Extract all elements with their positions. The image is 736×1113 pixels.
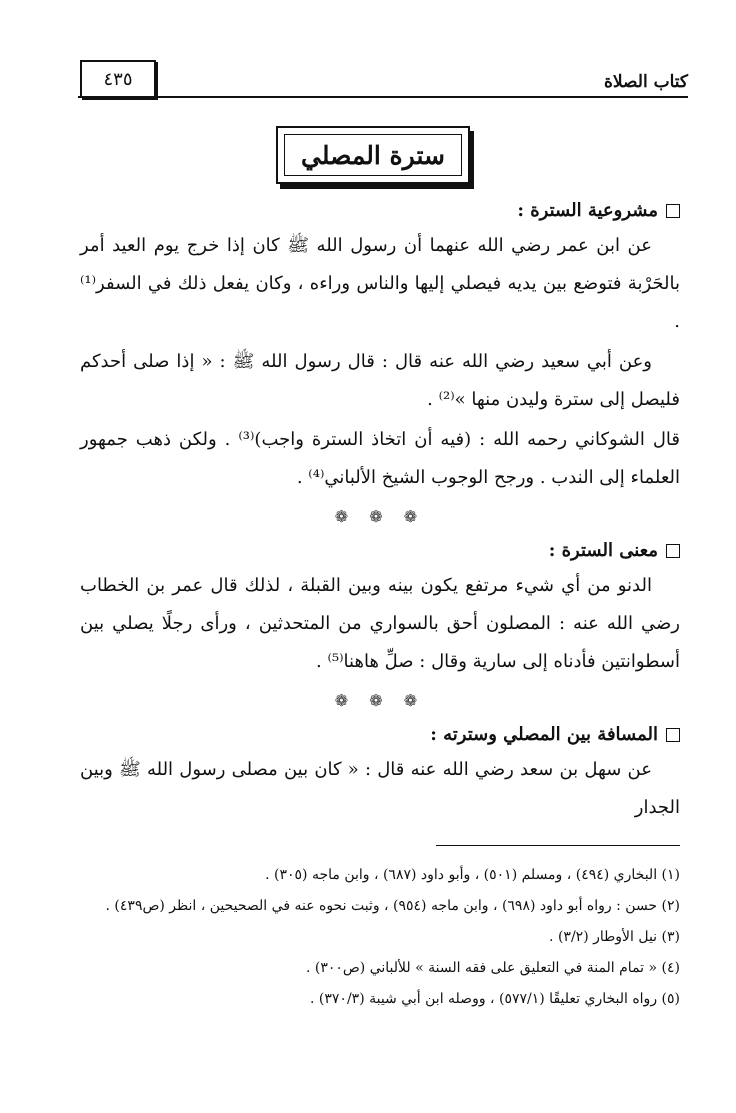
ornament-separator: ❁ ❁ ❁ xyxy=(334,691,426,710)
footnote: (٣) نيل الأوطار (٣/٢) . xyxy=(549,929,680,945)
ornament-separator: ❁ ❁ ❁ xyxy=(334,507,426,526)
chapter-title: سترة المصلي xyxy=(284,134,462,176)
page-number: ٤٣٥ xyxy=(103,68,133,90)
paragraph: عن ابن عمر رضي الله عنهما أن رسول الله ﷺ كان إذا خرج يوم العيد أمر بالحَرْبة فتوضع بين يديه فيصلي إليها والناس وراءه ، وكان يفعل ذلك في السفر⁽¹⁾ . xyxy=(80,235,680,332)
running-header xyxy=(78,60,688,100)
section-heading xyxy=(80,724,680,745)
book-title: كتاب الصلاة xyxy=(603,72,688,92)
chapter-title-frame xyxy=(276,126,470,184)
paragraph: وعن أبي سعيد رضي الله عنه قال : قال رسول الله ﷺ : « إذا صلى أحدكم فليصل إلى سترة وليدن منها »⁽²⁾ . xyxy=(80,351,680,410)
page-number-box xyxy=(80,60,156,98)
section-heading-text: المسافة بين المصلي وسترته : xyxy=(430,724,658,745)
section-heading xyxy=(80,540,680,561)
checkbox-bullet-icon xyxy=(666,728,680,742)
footnotes xyxy=(80,860,680,1015)
footnote: (٤) « تمام المنة في التعليق على فقه السنة » للألباني (ص٣٠٠) . xyxy=(305,960,680,976)
paragraph: قال الشوكاني رحمه الله : (فيه أن اتخاذ السترة واجب)⁽³⁾ . ولكن ذهب جمهور العلماء إلى الندب . ورجح الوجوب الشيخ الألباني⁽⁴⁾ . xyxy=(80,429,680,488)
footnote: (٢) حسن : رواه أبو داود (٦٩٨) ، وابن ماجه (٩٥٤) ، وثبت نحوه عنه في الصحيحين ، انظر (ص٤٣٩) . xyxy=(105,898,680,914)
footnote: (١) البخاري (٤٩٤) ، ومسلم (٥٠١) ، وأبو داود (٦٨٧) ، وابن ماجه (٣٠٥) . xyxy=(265,867,680,883)
checkbox-bullet-icon xyxy=(666,204,680,218)
section-heading xyxy=(80,200,680,221)
section-heading-text: مشروعية السترة : xyxy=(517,200,658,221)
paragraph: الدنو من أي شيء مرتفع يكون بينه وبين القبلة ، لذلك قال عمر بن الخطاب رضي الله عنه : المصلون أحق بالسواري من المتحدثين ، ورأى رجلًا يصلي بين أسطوانتين فأدناه إلى سارية وقال : صلِّ هاهنا⁽⁵⁾ . xyxy=(80,575,680,672)
header-rule xyxy=(78,96,688,98)
checkbox-bullet-icon xyxy=(666,544,680,558)
section-heading-text: معنى السترة : xyxy=(548,540,658,561)
footnote-rule xyxy=(436,845,680,846)
main-text xyxy=(80,200,680,827)
paragraph: عن سهل بن سعد رضي الله عنه قال : « كان بين مصلى رسول الله ﷺ وبين الجدار xyxy=(80,759,680,818)
footnote: (٥) رواه البخاري تعليقًا (٥٧٧/١) ، ووصله ابن أبي شيبة (٣٧٠/٣) . xyxy=(310,991,680,1007)
